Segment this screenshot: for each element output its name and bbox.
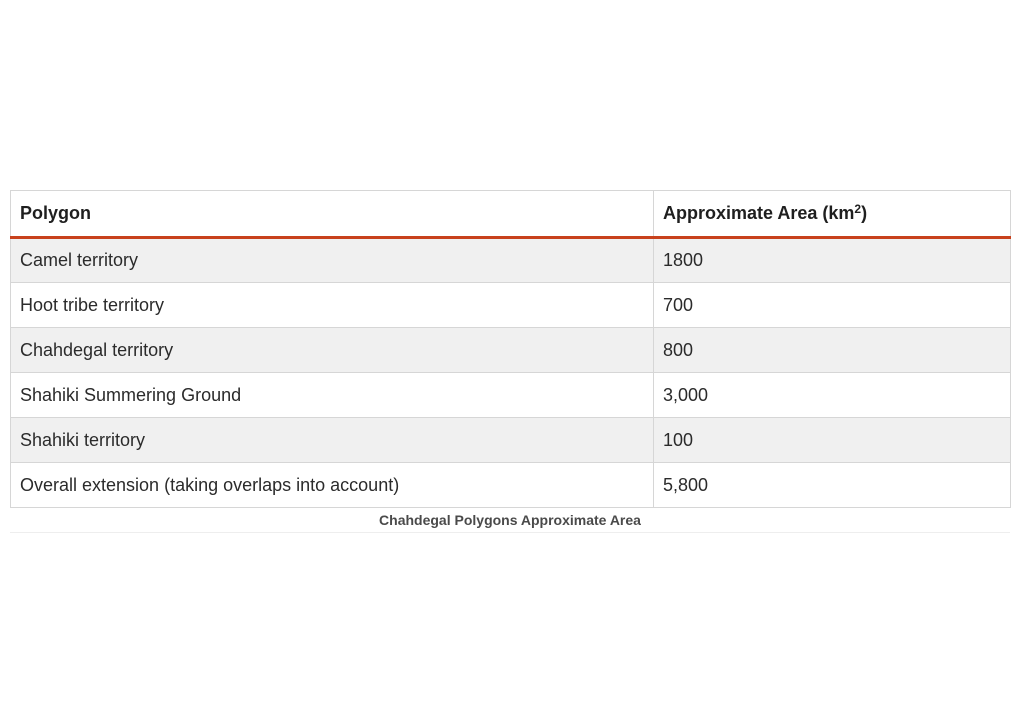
cell-polygon: Shahiki Summering Ground <box>11 373 654 418</box>
table-row <box>11 463 1011 508</box>
cell-polygon: Chahdegal territory <box>11 328 654 373</box>
header-area-suffix: ) <box>861 203 868 223</box>
header-area <box>654 191 1011 238</box>
table-row <box>11 418 1011 463</box>
cell-area: 100 <box>654 418 1011 463</box>
area-table <box>10 190 1011 508</box>
table-header <box>11 191 1011 238</box>
cell-polygon: Camel territory <box>11 238 654 283</box>
table-row <box>11 373 1011 418</box>
cell-area: 700 <box>654 283 1011 328</box>
table-row <box>11 238 1011 283</box>
table-row <box>11 283 1011 328</box>
cell-polygon: Overall extension (taking overlaps into account) <box>11 463 654 508</box>
header-row <box>11 191 1011 238</box>
header-area-prefix: Approximate Area (km <box>663 203 855 223</box>
cell-polygon: Hoot tribe territory <box>11 283 654 328</box>
cell-area: 5,800 <box>654 463 1011 508</box>
cell-area: 1800 <box>654 238 1011 283</box>
header-area-superscript: 2 <box>854 202 862 216</box>
table-body <box>11 238 1011 508</box>
table-caption: Chahdegal Polygons Approximate Area <box>10 508 1010 533</box>
cell-area: 800 <box>654 328 1011 373</box>
cell-area: 3,000 <box>654 373 1011 418</box>
header-polygon: Polygon <box>11 191 654 238</box>
area-table-container <box>10 190 1010 533</box>
cell-polygon: Shahiki territory <box>11 418 654 463</box>
table-row <box>11 328 1011 373</box>
